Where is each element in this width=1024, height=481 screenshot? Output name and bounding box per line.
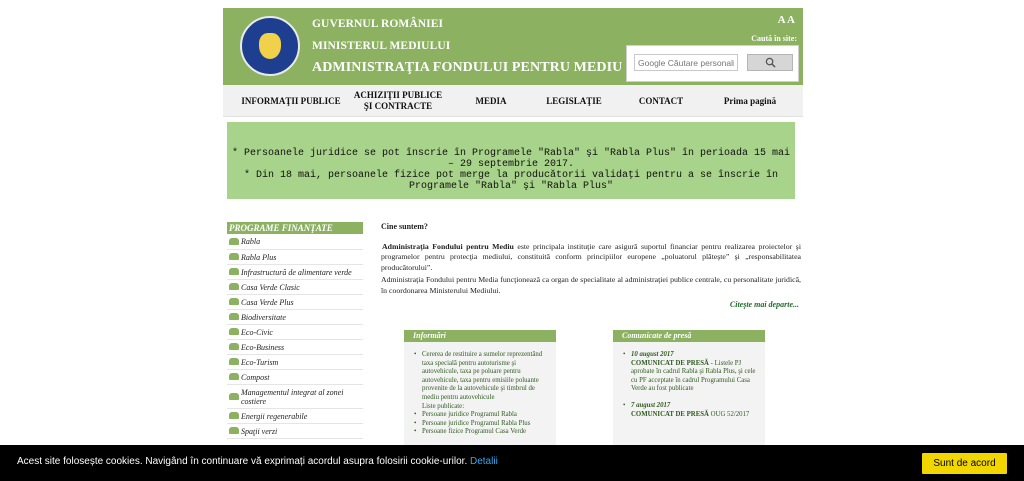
- energy-icon: [229, 412, 239, 419]
- press-date: 7 august 2017: [631, 401, 671, 409]
- building-icon: [229, 328, 239, 335]
- press-box-title: Comunicate de presă: [613, 330, 765, 342]
- press-item[interactable]: [623, 351, 759, 394]
- sidebar-item-green-spaces[interactable]: [227, 424, 363, 439]
- sidebar-item-label: Managementul integrat al zonei costiere: [241, 387, 344, 406]
- cookie-consent-bar: [0, 445, 1024, 481]
- sidebar-item-label: Eco-Business: [241, 342, 285, 352]
- sidebar-item-label: Rabla Plus: [241, 252, 277, 262]
- leaf-icon: [229, 313, 239, 320]
- sidebar-item-casa-verde-plus[interactable]: [227, 295, 363, 310]
- sidebar-item-label: Casa Verde Clasic: [241, 282, 300, 292]
- search-icon: [765, 57, 776, 68]
- announcement-line: * Din 18 mai, persoanele fizice pot merge la producătorii validaţi pentru a se înscrie în Programele "Rabla" şi "Rabla Plus": [243, 170, 779, 192]
- sidebar-item-label: Energii regenerabile: [241, 411, 308, 421]
- list-item[interactable]: • Persoane juridice Programul Rabla Plus: [414, 420, 550, 429]
- sidebar-item-label: Spaţii verzi: [241, 426, 278, 436]
- house-icon: [229, 283, 239, 290]
- list-item[interactable]: • Persoane fizice Programul Casa Verde: [414, 428, 550, 437]
- nav-item-home[interactable]: Prima pagină: [723, 95, 777, 106]
- sidebar-item-green-infrastructure[interactable]: [227, 265, 363, 280]
- about-section: [381, 222, 801, 309]
- press-item[interactable]: [623, 402, 759, 419]
- about-paragraph: [381, 242, 801, 274]
- factory-icon: [229, 343, 239, 350]
- sidebar-item-eco-tourism[interactable]: [227, 355, 363, 370]
- sidebar-item-eco-business[interactable]: [227, 340, 363, 355]
- compost-icon: [229, 373, 239, 380]
- press-date: 10 august 2017: [631, 351, 674, 358]
- main-nav: [223, 85, 803, 117]
- read-more-link[interactable]: Citeşte mai departe...: [729, 300, 799, 309]
- sidebar-item-rabla-plus[interactable]: [227, 250, 363, 265]
- sidebar-item-renewable-energy[interactable]: [227, 409, 363, 424]
- recycle-icon: [229, 268, 239, 275]
- lists-label: Liste publicate:: [422, 402, 465, 410]
- info-box: [404, 330, 556, 450]
- sidebar-item-biodiversity[interactable]: [227, 310, 363, 325]
- sidebar-item-label: Compost: [241, 372, 270, 382]
- cookie-details-link[interactable]: Detalii: [470, 456, 498, 467]
- cookie-accept-button[interactable]: Sunt de acord: [922, 453, 1007, 474]
- sidebar-item-label: Infrastructură de alimentare verde: [241, 267, 352, 277]
- announcement-line: * Persoanele juridice se pot înscrie în Programele "Rabla" şi "Rabla Plus" în perioada 15 mai – 29 septembrie 2017.: [231, 148, 791, 170]
- house-icon: [229, 298, 239, 305]
- nav-item-public-procurement[interactable]: ACHIZIŢII PUBLICE ŞI CONTRACTE: [353, 90, 443, 111]
- sidebar-item-label: Eco-Civic: [241, 327, 273, 337]
- press-heading: COMUNICAT DE PRESĂ: [631, 359, 709, 367]
- about-paragraph: Administraţia Fondului pentru Media funcţionează ca organ de specialitate al administraţiei publice centrale, cu personalitate juridică, în coordonarea Ministerului Mediului.: [381, 275, 801, 295]
- font-size-toggle[interactable]: A A: [777, 14, 795, 26]
- search-button[interactable]: [747, 54, 793, 71]
- tree-icon: [229, 427, 239, 434]
- search-label: Caută în site:: [751, 34, 797, 43]
- sidebar-item-label: Rabla: [241, 237, 261, 246]
- press-box: [613, 330, 765, 450]
- about-title: Cine suntem?: [381, 222, 428, 231]
- press-link[interactable]: OUG 52/2017: [708, 410, 750, 418]
- search-input[interactable]: [634, 54, 738, 71]
- header-ministry-title: MINISTERUL MEDIULUI: [312, 40, 451, 52]
- sidebar-item-rabla[interactable]: [227, 234, 363, 250]
- site-header: [223, 8, 803, 85]
- car-icon: [229, 238, 239, 245]
- press-heading: COMUNICAT DE PRESĂ: [631, 410, 709, 418]
- header-agency-title[interactable]: ADMINISTRAŢIA FONDULUI PENTRU MEDIU: [312, 60, 623, 75]
- sidebar-item-eco-civic[interactable]: [227, 325, 363, 340]
- sidebar-item-label: Casa Verde Plus: [241, 297, 294, 307]
- press-link[interactable]: - Listele PJ aprobate în cadrul Rabla şi Rabla Plus, şi cele cu PF acceptate în cadrul Programului Casa Verde au fost publicate: [631, 359, 756, 393]
- announcement-banner: [227, 122, 795, 199]
- nav-item-media[interactable]: MEDIA: [475, 95, 507, 106]
- info-item-refund[interactable]: • Cererea de restituire a sumelor reprezentând taxa specială pentru autoturisme şi autovehicule, taxa pe poluare pentru autovehicule, taxa pentru emisiile poluante provenite de la autovehicule şi timbrul de mediu pentru autovehicule: [414, 351, 550, 403]
- nav-item-public-info[interactable]: INFORMAŢII PUBLICE: [241, 95, 341, 106]
- sidebar-item-label: Biodiversitate: [241, 312, 286, 322]
- mountain-icon: [229, 358, 239, 365]
- cookie-message: Acest site folosește cookies. Navigând în continuare vă exprimați acordul asupra folosirii cookie-urilor. Detalii: [17, 456, 498, 467]
- about-agency-name: Administraţia Fondului pentru Mediu: [382, 241, 514, 251]
- wave-icon: [229, 393, 239, 400]
- car-icon: [229, 253, 239, 260]
- page-container: [223, 8, 803, 481]
- list-item[interactable]: • Persoane juridice Programul Rabla: [414, 411, 550, 420]
- government-seal-logo[interactable]: [240, 16, 300, 76]
- sidebar-item-coastal-management[interactable]: [227, 385, 363, 409]
- search-box: [626, 45, 799, 82]
- header-government-title: GUVERNUL ROMÂNIEI: [312, 18, 444, 30]
- nav-item-contact[interactable]: CONTACT: [638, 95, 684, 106]
- sidebar-item-compost[interactable]: [227, 370, 363, 385]
- about-paragraph-text: este principala instituţie care asigură suportul financiar pentru realizarea proiectelor şi programelor pentru protecţia mediului, constituită conform principiilor europene „poluatorul plăteşte” şi „responsabilitatea producătorului”.: [381, 241, 801, 272]
- info-box-title: Informări: [404, 330, 556, 342]
- programs-sidebar: [227, 222, 363, 439]
- nav-item-legislation[interactable]: LEGISLAŢIE: [546, 95, 602, 106]
- sidebar-item-casa-verde-clasic[interactable]: [227, 280, 363, 295]
- sidebar-item-label: Eco-Turism: [241, 357, 279, 367]
- sidebar-title: PROGRAME FINANŢATE: [227, 222, 363, 234]
